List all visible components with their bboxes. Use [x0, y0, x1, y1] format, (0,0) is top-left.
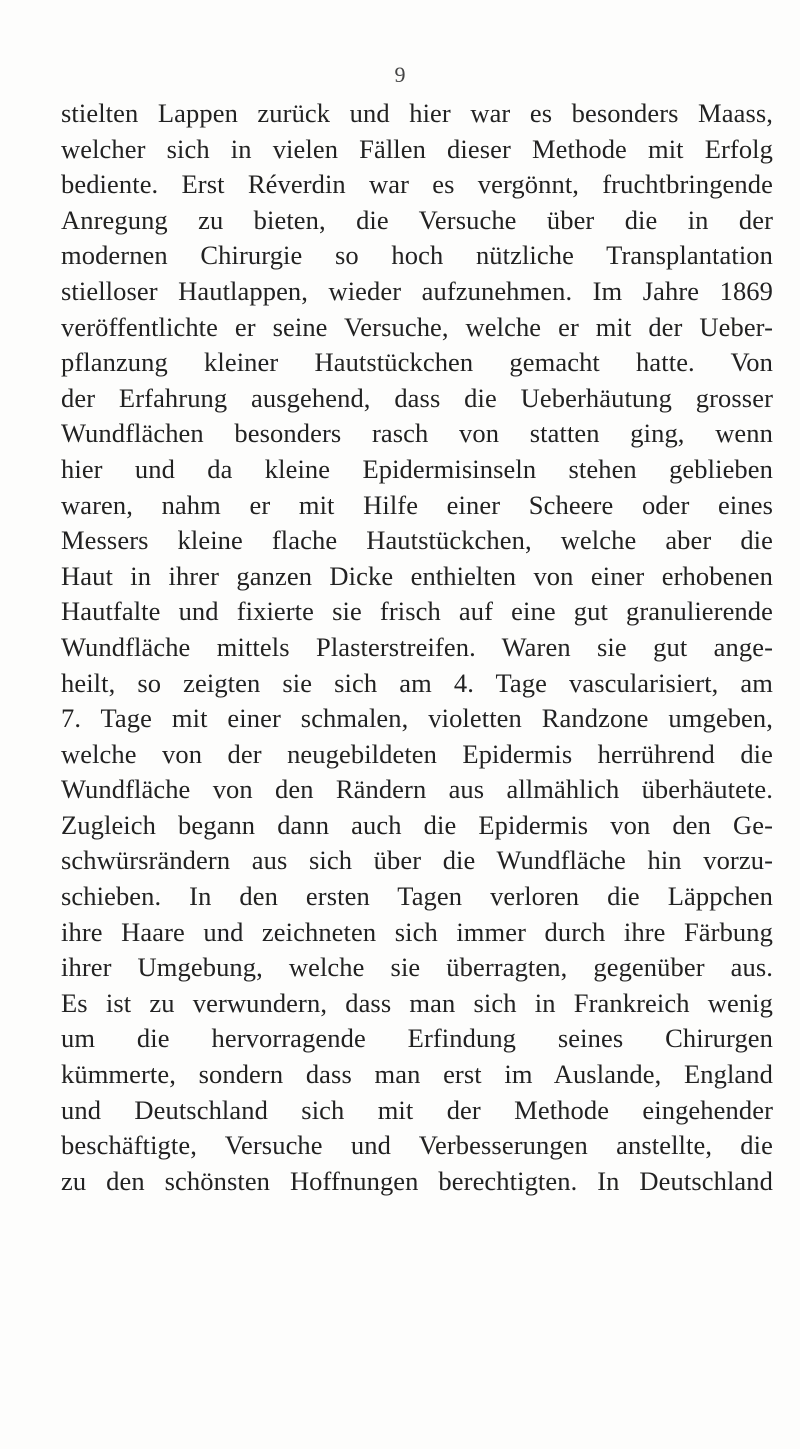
- text-line: kümmerte, sondern dass man erst im Auslande, England: [61, 1059, 773, 1090]
- body-text: [61, 96, 773, 1199]
- text-line: ihre Haare und zeichneten sich immer durch ihre Färbung: [61, 916, 773, 947]
- text-line: veröffentlichte er seine Versuche, welche er mit der Ueber-: [61, 311, 773, 342]
- text-line: um die hervorragende Erfindung seines Chirurgen: [61, 1023, 773, 1054]
- text-line: welche von der neugebildeten Epidermis herrührend die: [61, 738, 773, 769]
- text-line: Haut in ihrer ganzen Dicke enthielten von einer erhobenen: [61, 560, 773, 591]
- text-line: bediente. Erst Réverdin war es vergönnt, fruchtbringende: [61, 169, 773, 200]
- text-line: Wundflächen besonders rasch von statten ging, wenn: [61, 418, 773, 449]
- text-line: stielloser Hautlappen, wieder aufzunehmen. Im Jahre 1869: [61, 275, 773, 306]
- text-line: Anregung zu bieten, die Versuche über die in der: [61, 204, 773, 235]
- text-line: pflanzung kleiner Hautstückchen gemacht hatte. Von: [61, 347, 773, 378]
- text-line: beschäftigte, Versuche und Verbesserungen anstellte, die: [61, 1130, 773, 1161]
- text-line: Wundfläche von den Rändern aus allmählich überhäutete.: [61, 774, 773, 805]
- text-line: welcher sich in vielen Fällen dieser Methode mit Erfolg: [61, 133, 773, 164]
- text-line: Wundfläche mittels Plasterstreifen. Waren sie gut ange-: [61, 631, 773, 662]
- text-line: der Erfahrung ausgehend, dass die Ueberhäutung grosser: [61, 382, 773, 413]
- text-line: schwürsrändern aus sich über die Wundfläche hin vorzu-: [61, 845, 773, 876]
- text-line: hier und da kleine Epidermisinseln stehen geblieben: [61, 453, 773, 484]
- text-line: zu den schönsten Hoffnungen berechtigten. In Deutschland: [61, 1165, 773, 1196]
- text-line: 7. Tage mit einer schmalen, violetten Randzone umgeben,: [61, 703, 773, 734]
- text-line: Messers kleine flache Hautstückchen, welche aber die: [61, 525, 773, 556]
- text-line: Zugleich begann dann auch die Epidermis von den Ge-: [61, 809, 773, 840]
- text-line: und Deutschland sich mit der Methode eingehender: [61, 1094, 773, 1125]
- text-line: waren, nahm er mit Hilfe einer Scheere oder eines: [61, 489, 773, 520]
- text-line: Hautfalte und fixierte sie frisch auf eine gut granulierende: [61, 596, 773, 627]
- text-line: ihrer Umgebung, welche sie überragten, gegenüber aus.: [61, 952, 773, 983]
- text-line: schieben. In den ersten Tagen verloren die Läppchen: [61, 881, 773, 912]
- page-number: 9: [394, 62, 406, 87]
- text-line: heilt, so zeigten sie sich am 4. Tage vascularisiert, am: [61, 667, 773, 698]
- text-line: Es ist zu verwundern, dass man sich in Frankreich wenig: [61, 987, 773, 1018]
- text-line: modernen Chirurgie so hoch nützliche Transplantation: [61, 240, 773, 271]
- text-line: stielten Lappen zurück und hier war es besonders Maass,: [61, 98, 773, 128]
